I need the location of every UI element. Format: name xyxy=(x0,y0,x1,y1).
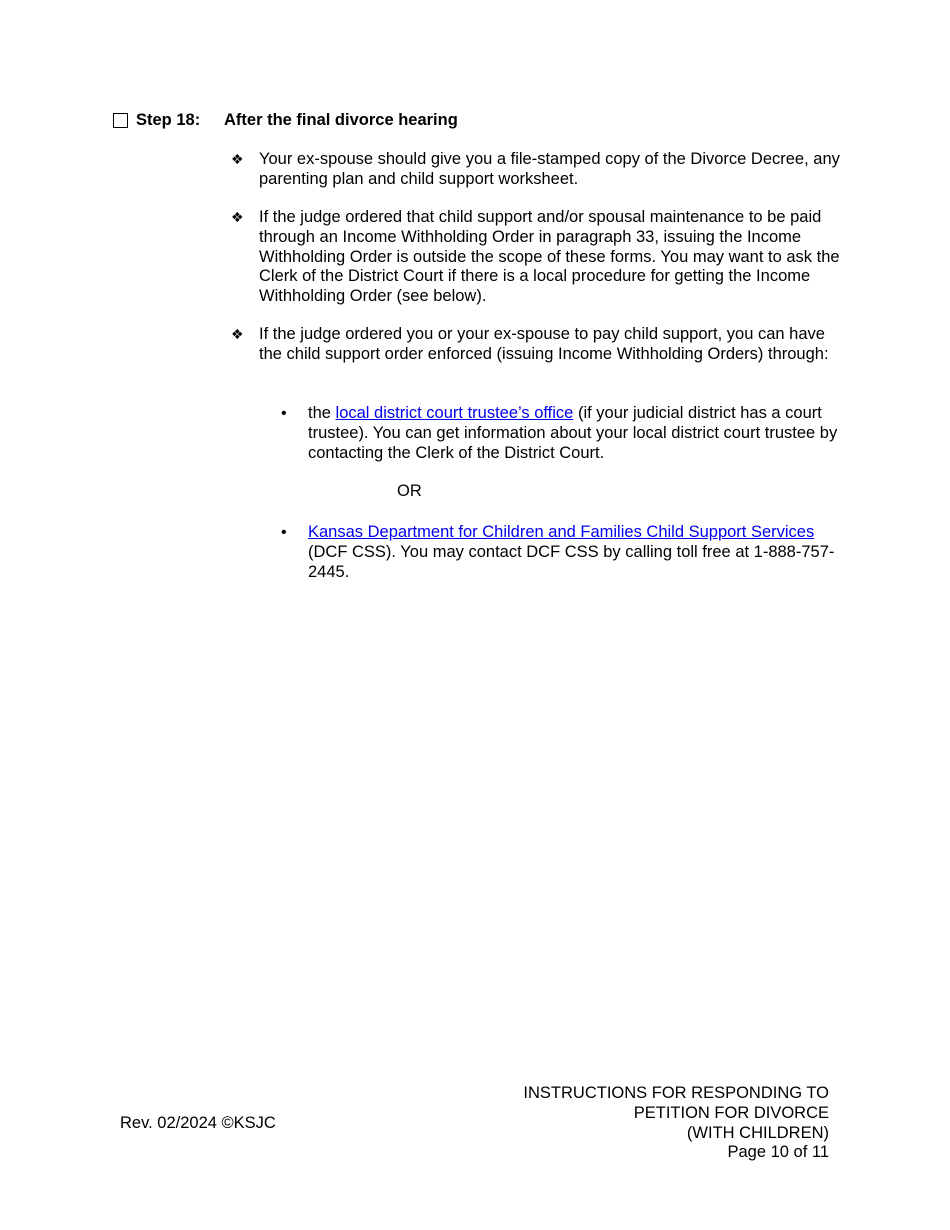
sub-list-item xyxy=(308,404,848,463)
footer-title-line: PETITION FOR DIVORCE xyxy=(633,1103,829,1122)
round-bullet-icon: • xyxy=(281,524,287,541)
district-court-trustee-link[interactable]: local district court trustee’s office xyxy=(335,404,574,422)
step-number-label: Step 18: xyxy=(136,111,201,129)
footer-title-line: (WITH CHILDREN) xyxy=(686,1123,829,1142)
diamond-bullet-icon: ❖ xyxy=(231,209,244,225)
step-title: After the final divorce hearing xyxy=(224,111,458,129)
instruction-paragraph: If the judge ordered that child support and/or spousal maintenance to be paid through an Income Withholding Order in paragraph 33, issuing the Income Withholding Order is outside the scope of these forms. You may want to ask the Clerk of the District Court if there is a local procedure for getting the Income Withholding Order (see below). xyxy=(259,208,840,306)
step-checkbox[interactable] xyxy=(113,113,128,128)
round-bullet-icon: • xyxy=(281,405,287,422)
instruction-paragraph: If the judge ordered you or your ex-spouse to pay child support, you can have the child support order enforced (issuing Income Withholding Orders) through: xyxy=(259,325,829,363)
sub-item-suffix: (DCF CSS). You may contact DCF CSS by calling toll free at 1-888-757-2445. xyxy=(308,542,835,581)
form-title-footer xyxy=(523,1084,829,1163)
page-number: Page 10 of 11 xyxy=(727,1143,829,1162)
footer-title-line: INSTRUCTIONS FOR RESPONDING TO xyxy=(523,1084,829,1102)
sub-list-item xyxy=(308,523,848,582)
instruction-paragraph: Your ex-spouse should give you a file-stamped copy of the Divorce Decree, any parenting plan and child support worksheet. xyxy=(259,150,840,188)
diamond-bullet-icon: ❖ xyxy=(231,151,244,167)
dcf-child-support-link[interactable]: Kansas Department for Children and Families Child Support Services xyxy=(308,523,815,541)
revision-note: Rev. 02/2024 ©KSJC xyxy=(120,1114,276,1132)
sub-item-prefix: the xyxy=(308,404,336,422)
diamond-bullet-icon: ❖ xyxy=(231,326,244,342)
sub-item-suffix: (if your judicial district has a court trustee). You can get information about your local district court trustee by contacting the Clerk of the District Court. xyxy=(308,404,838,462)
or-separator: OR xyxy=(397,482,422,500)
